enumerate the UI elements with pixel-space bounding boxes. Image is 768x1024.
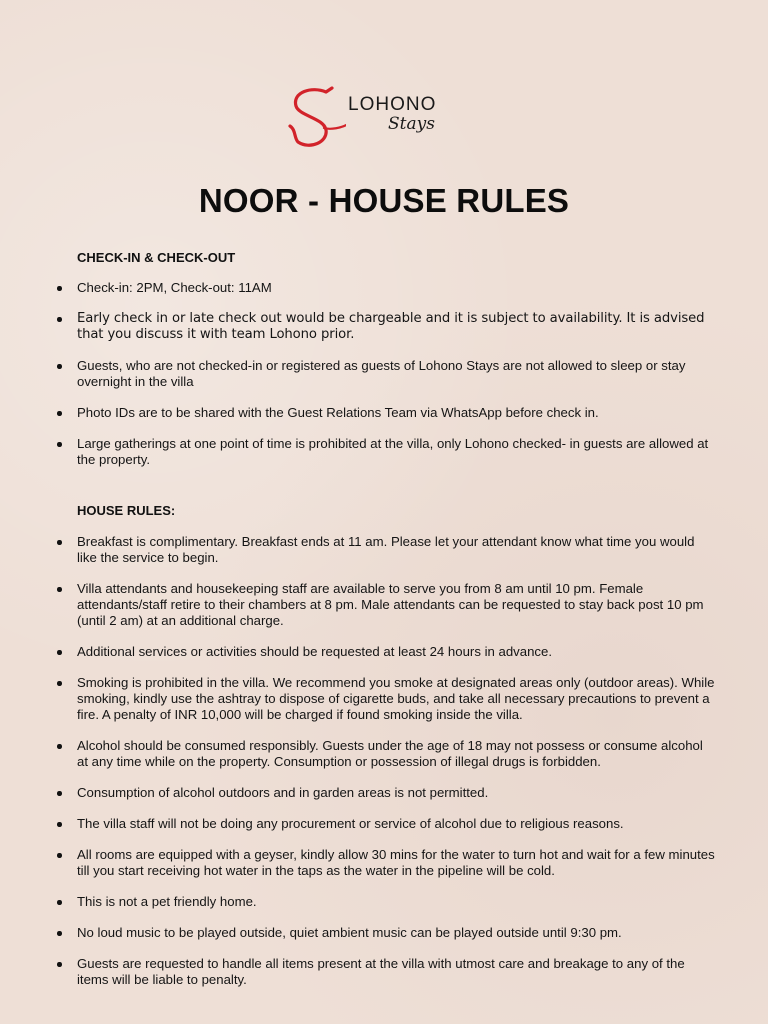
list-item: Guests, who are not checked-in or registered as guests of Lohono Stays are not allowed to sleep or stay overnight in the villa (0, 358, 768, 390)
page-title: NOOR - HOUSE RULES (198, 182, 570, 219)
list-item: Additional services or activities should be requested at least 24 hours in advance. (0, 644, 768, 660)
brand-sub: Stays (388, 114, 435, 134)
list-item: All rooms are equipped with a geyser, kindly allow 30 mins for the water to turn hot and wait for a few minutes till you start receiving hot water in the taps as the water in the pipeline will be cold. (0, 847, 768, 879)
checkin-heading: CHECK-IN & CHECK-OUT (77, 250, 236, 265)
house-rules-list (0, 534, 768, 1003)
house-rules-heading: HOUSE RULES: (77, 503, 176, 518)
list-item: Photo IDs are to be shared with the Guest Relations Team via WhatsApp before check in. (0, 405, 768, 421)
checkin-list (0, 280, 768, 483)
list-item: Check-in: 2PM, Check-out: 11AM (0, 280, 768, 296)
list-item: Consumption of alcohol outdoors and in garden areas is not permitted. (0, 785, 768, 801)
brand-name: LOHONO (348, 94, 437, 115)
list-item: Smoking is prohibited in the villa. We recommend you smoke at designated areas only (outdoor areas). While smoking, kindly use the ashtray to dispose of cigarette buds, and take all necessary precautions to prevent a fire. A penalty of INR 10,000 will be charged if found smoking inside the villa. (0, 675, 768, 723)
lohono-s-mark-icon (286, 84, 346, 154)
list-item: The villa staff will not be doing any procurement or service of alcohol due to religious reasons. (0, 816, 768, 832)
list-item: Villa attendants and housekeeping staff are available to serve you from 8 am until 10 pm. Female attendants/staff retire to their chambers at 8 pm. Male attendants can be requested to stay back post 10 pm (until 2 am) at an additional charge. (0, 581, 768, 629)
list-item: Breakfast is complimentary. Breakfast ends at 11 am. Please let your attendant know what time you would like the service to begin. (0, 534, 768, 566)
lohono-logo (286, 84, 466, 156)
list-item: No loud music to be played outside, quiet ambient music can be played outside until 9:30 pm. (0, 925, 768, 941)
list-item: Guests are requested to handle all items present at the villa with utmost care and breakage to any of the items will be liable to penalty. (0, 956, 768, 988)
list-item: Early check in or late check out would be chargeable and it is subject to availability. It is advised that you discuss it with team Lohono prior. (0, 311, 768, 343)
list-item: Large gatherings at one point of time is prohibited at the villa, only Lohono checked- in guests are allowed at the property. (0, 436, 768, 468)
list-item: Alcohol should be consumed responsibly. Guests under the age of 18 may not possess or consume alcohol at any time while on the property. Consumption or possession of illegal drugs is forbidden. (0, 738, 768, 770)
list-item: This is not a pet friendly home. (0, 894, 768, 910)
